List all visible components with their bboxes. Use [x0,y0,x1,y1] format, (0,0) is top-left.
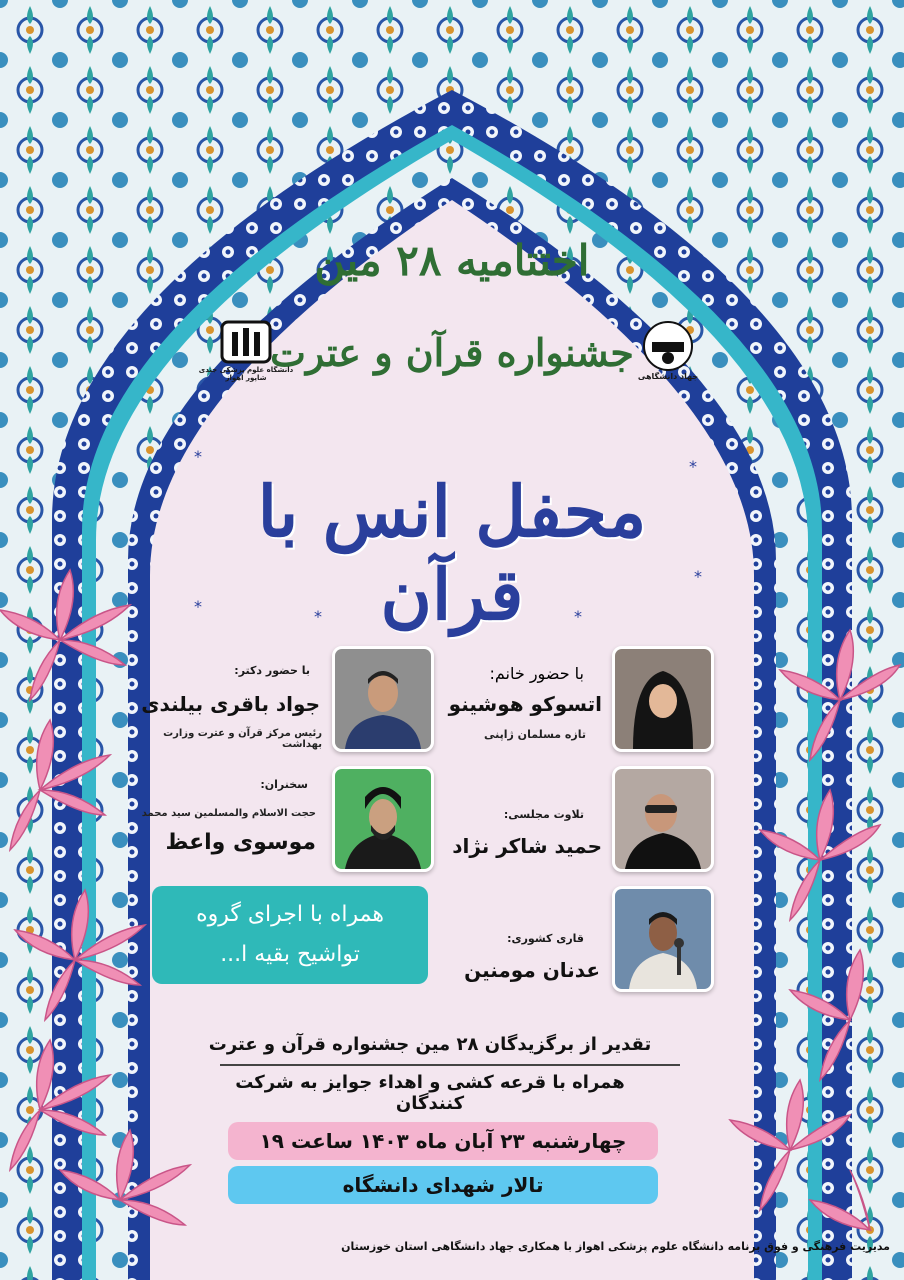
guest-role-bagheri: رئیس مرکز قرآن و عترت وزارت بهداشت [163,728,322,750]
svg-text:*: * [194,597,202,616]
guest-photo-momenin [612,886,714,992]
guest-name-momenin: عدنان مومنین [464,958,600,982]
jahad-logo [636,320,700,381]
heading-line2: جشنواره قرآن و عترت [270,330,634,375]
guest-prefix-hoshino: با حضور خانم: [489,664,584,683]
guest-photo-shakernejad [612,766,714,872]
svg-text:*: * [694,567,702,586]
venue-pill: تالار شهدای دانشگاه [228,1166,658,1204]
svg-text:*: * [574,607,582,626]
footer-text: مدیریت فرهنگی و فوق برنامه دانشگاه علوم پزشکی اهواز با همکاری جهاد دانشگاهی استان خوزستان [341,1240,890,1253]
university-emblem-icon [218,318,274,366]
jahad-emblem-icon [642,320,694,372]
university-logo [196,318,296,382]
svg-text:*: * [689,457,697,476]
main-title: محفل انس با قرآن [257,470,647,636]
datetime-pill: چهارشنبه ۲۳ آبان ماه ۱۴۰۳ ساعت ۱۹ [228,1122,658,1160]
group-line2: تواشیح بقیه ا... [220,942,360,967]
guest-photo-bagheri [332,646,434,752]
heading-line1: اختتامیه ۲۸ مین [314,236,590,285]
guest-role-mousavi: حجت الاسلام والمسلمین سید محمد [141,808,316,819]
guest-prefix-bagheri: با حضور دکتر: [234,664,310,677]
info-line2: همراه با قرعه کشی و اهداء جوایز به شرکت کنندگان [235,1072,625,1114]
svg-text:*: * [314,607,322,626]
svg-text:*: * [194,447,202,466]
guest-prefix-shakernejad: تلاوت مجلسی: [503,808,584,821]
university-logo-caption: دانشگاه علوم پزشکی جندی شاپور اهواز [198,366,294,382]
guest-name-shakernejad: حمید شاکر نژاد [452,834,602,858]
group-line1: همراه با اجرای گروه [196,902,384,927]
info-divider [220,1064,680,1066]
guest-photo-mousavi [332,766,434,872]
group-performance-box [152,886,428,984]
info-line1: تقدیر از برگزیدگان ۲۸ مین جشنواره قرآن و عترت [208,1034,652,1055]
guest-name-bagheri: جواد باقری بیلندی [141,692,320,716]
guest-role-hoshino: تازه مسلمان ژاپنی [484,728,586,741]
guest-prefix-momenin: قاری کشوری: [507,932,584,945]
guest-photo-hoshino [612,646,714,752]
guest-name-mousavi: موسوی واعظ [165,830,316,855]
guest-prefix-mousavi: سخنران: [260,778,308,791]
guest-name-hoshino: اتسوکو هوشینو [448,692,602,716]
jahad-logo-text: جهاد دانشگاهی [637,372,699,381]
